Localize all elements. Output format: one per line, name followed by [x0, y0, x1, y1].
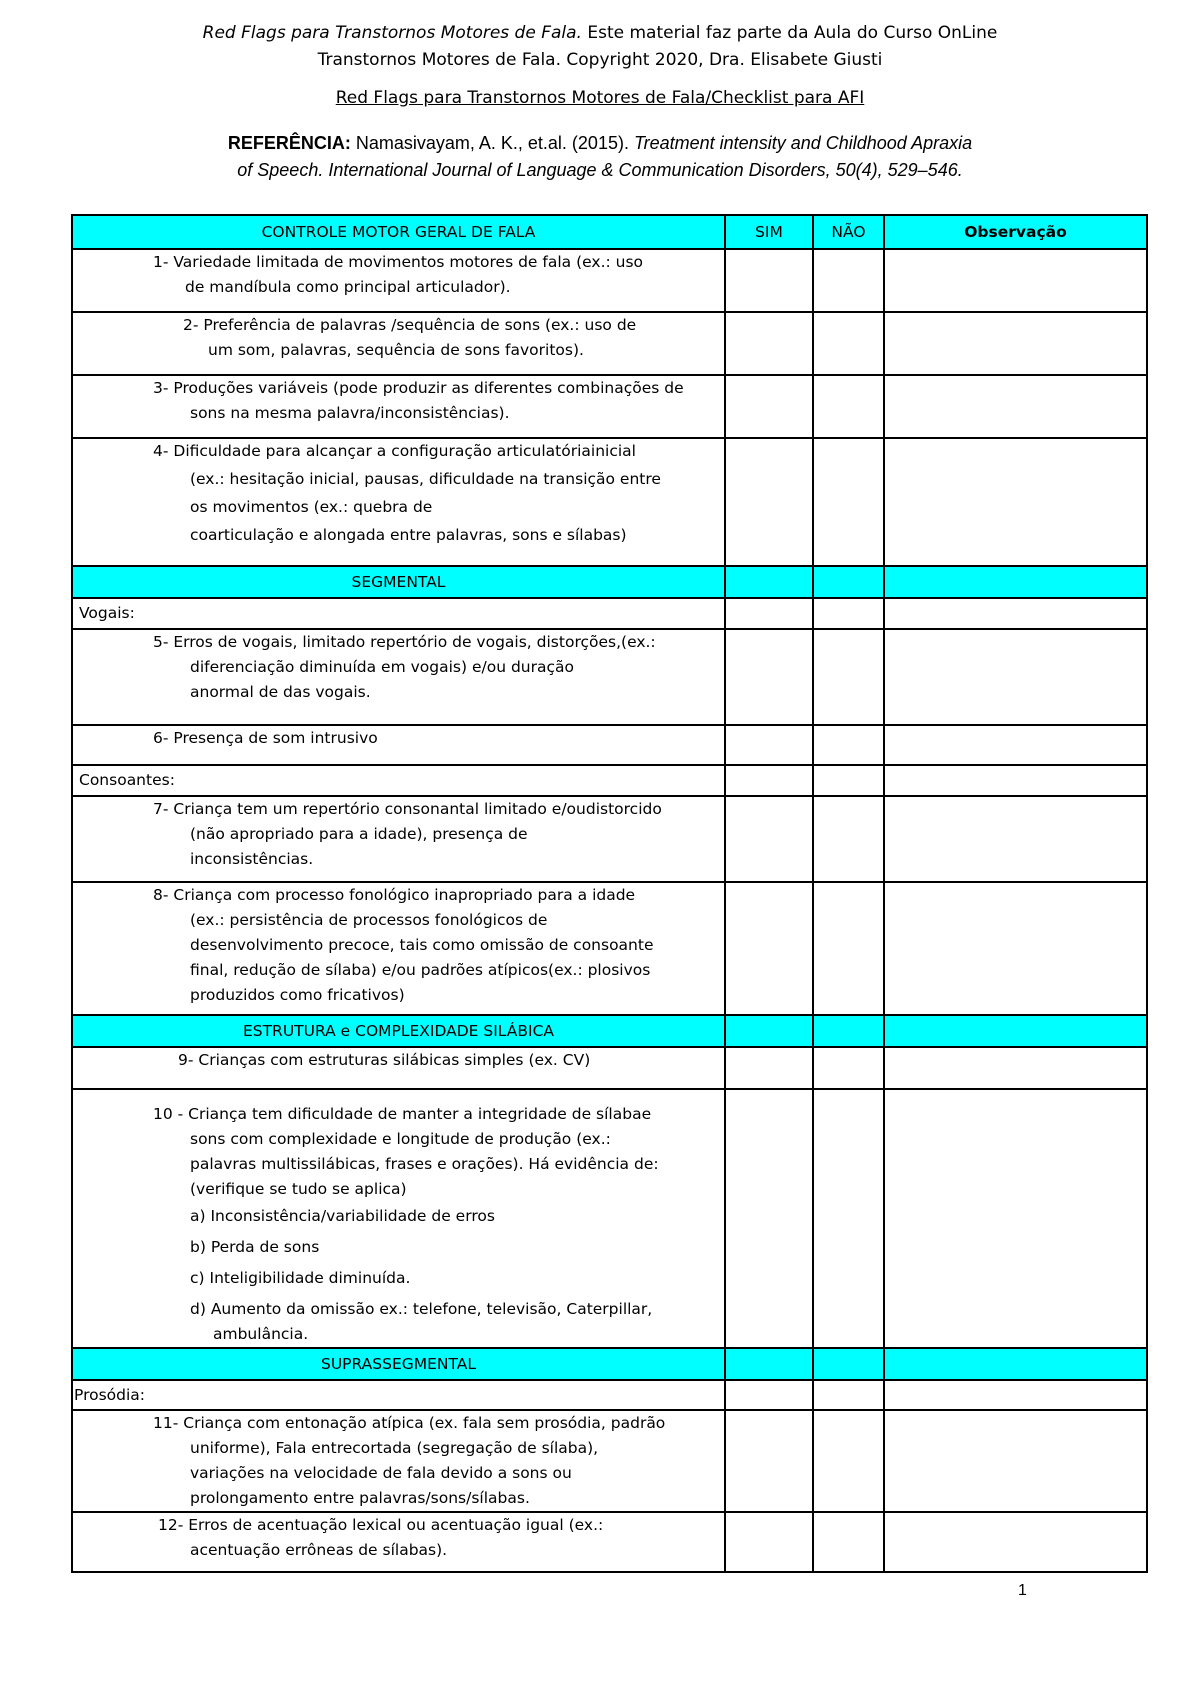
item-4-line-1: 4- Dificuldade para alcançar a configuração articulatóriainicial	[153, 442, 636, 460]
nao-cell-9[interactable]	[813, 1047, 884, 1089]
nao-cell-3[interactable]	[813, 375, 884, 438]
label-vogais: Vogais:	[72, 598, 725, 629]
section-segmental-nao	[813, 566, 884, 598]
item-3-line-2: sons na mesma palavra/inconsistências).	[190, 404, 510, 422]
nao-cell-8[interactable]	[813, 882, 884, 1015]
nao-cell-12[interactable]	[813, 1512, 884, 1572]
item-8-line-5: produzidos como fricativos)	[190, 986, 405, 1004]
item-8-line-2: (ex.: persistência de processos fonológicos de	[190, 911, 548, 929]
item-10-option-a: a) Inconsistência/variabilidade de erros	[190, 1207, 495, 1225]
item-8-text	[72, 882, 725, 1015]
reference-line-2	[0, 157, 1200, 184]
item-1-line-1: 1- Variedade limitada de movimentos motores de fala (ex.: uso	[153, 253, 644, 271]
nao-cell-7[interactable]	[813, 796, 884, 882]
document-title: Red Flags para Transtornos Motores de Fala/Checklist para AFI	[335, 88, 865, 108]
table-header-row	[72, 215, 1147, 249]
observacao-cell-12[interactable]	[884, 1512, 1147, 1572]
col-header-sim: SIM	[725, 215, 813, 249]
nao-cell-6[interactable]	[813, 725, 884, 765]
reference-title-part-1: Treatment intensity and Childhood Apraxia	[633, 133, 973, 153]
item-11-line-1: 11- Criança com entonação atípica (ex. fala sem prosódia, padrão	[153, 1414, 666, 1432]
consoantes-nao	[813, 765, 884, 796]
label-row-vogais	[72, 598, 1147, 629]
item-7-line-2: (não apropriado para a idade), presença de	[190, 825, 528, 843]
table-row-item-9	[72, 1047, 1147, 1089]
table-row-item-1	[72, 249, 1147, 312]
item-11-text	[72, 1410, 725, 1512]
observacao-cell-5[interactable]	[884, 629, 1147, 725]
reference-authors: Namasivayam, A. K., et.al. (2015).	[350, 133, 634, 153]
item-5-line-2: diferenciação diminuída em vogais) e/ou duração	[190, 658, 574, 676]
vogais-obs	[884, 598, 1147, 629]
item-3-text	[72, 375, 725, 438]
item-11-line-3: variações na velocidade de fala devido a sons ou	[190, 1464, 572, 1482]
item-5-line-1: 5- Erros de vogais, limitado repertório de vogais, distorções,(ex.:	[153, 633, 656, 651]
header-line-1	[0, 20, 1200, 47]
observacao-cell-4[interactable]	[884, 438, 1147, 566]
sim-cell-1[interactable]	[725, 249, 813, 312]
table-row-item-5	[72, 629, 1147, 725]
observacao-cell-1[interactable]	[884, 249, 1147, 312]
item-9-text	[72, 1047, 725, 1089]
observacao-cell-7[interactable]	[884, 796, 1147, 882]
observacao-cell-8[interactable]	[884, 882, 1147, 1015]
nao-cell-10[interactable]	[813, 1089, 884, 1348]
sim-cell-11[interactable]	[725, 1410, 813, 1512]
table-row-item-12	[72, 1512, 1147, 1572]
sim-cell-12[interactable]	[725, 1512, 813, 1572]
table-row-item-7	[72, 796, 1147, 882]
nao-cell-2[interactable]	[813, 312, 884, 375]
reference-title-part-2: of Speech. International Journal of Language & Communication Disorders, 50(4), 529–546.	[237, 160, 963, 180]
table-row-item-3	[72, 375, 1147, 438]
item-2-line-2: um som, palavras, sequência de sons favoritos).	[208, 341, 584, 359]
table-row-item-2	[72, 312, 1147, 375]
observacao-cell-3[interactable]	[884, 375, 1147, 438]
item-12-line-1: 12- Erros de acentuação lexical ou acentuação igual (ex.:	[158, 1516, 604, 1534]
item-4-line-3: os movimentos (ex.: quebra de	[190, 498, 433, 516]
sim-cell-5[interactable]	[725, 629, 813, 725]
table-row-item-8	[72, 882, 1147, 1015]
section-estrutura-nao	[813, 1015, 884, 1047]
reference-label: REFERÊNCIA:	[227, 133, 351, 153]
item-9-line-1: 9- Crianças com estruturas silábicas simples (ex. CV)	[178, 1051, 591, 1069]
observacao-cell-11[interactable]	[884, 1410, 1147, 1512]
section-row-estrutura	[72, 1015, 1147, 1047]
document-header	[0, 20, 1200, 74]
section-row-segmental	[72, 566, 1147, 598]
section-supra-nao	[813, 1348, 884, 1380]
table-row-item-11	[72, 1410, 1147, 1512]
item-10-option-d-line-1: d) Aumento da omissão ex.: telefone, televisão, Caterpillar,	[190, 1300, 653, 1318]
item-10-line-4: (verifique se tudo se aplica)	[190, 1180, 407, 1198]
item-12-line-2: acentuação errôneas de sílabas).	[190, 1541, 448, 1559]
nao-cell-5[interactable]	[813, 629, 884, 725]
observacao-cell-10[interactable]	[884, 1089, 1147, 1348]
observacao-cell-9[interactable]	[884, 1047, 1147, 1089]
section-segmental-sim	[725, 566, 813, 598]
nao-cell-1[interactable]	[813, 249, 884, 312]
section-segmental-obs	[884, 566, 1147, 598]
item-10-line-1: 10 - Criança tem dificuldade de manter a integridade de sílabae	[153, 1105, 652, 1123]
observacao-cell-6[interactable]	[884, 725, 1147, 765]
page-number: 1	[1018, 1582, 1027, 1599]
header-line-2: Transtornos Motores de Fala. Copyright 2020, Dra. Elisabete Giusti	[317, 50, 883, 70]
nao-cell-11[interactable]	[813, 1410, 884, 1512]
section-row-supra	[72, 1348, 1147, 1380]
item-3-line-1: 3- Produções variáveis (pode produzir as diferentes combinações de	[153, 379, 684, 397]
consoantes-sim	[725, 765, 813, 796]
table-row-item-6	[72, 725, 1147, 765]
item-8-line-1: 8- Criança com processo fonológico inapropriado para a idade	[153, 886, 636, 904]
vogais-nao	[813, 598, 884, 629]
item-10-text	[72, 1089, 725, 1348]
label-row-prosodia	[72, 1380, 1147, 1410]
item-10-option-c: c) Inteligibilidade diminuída.	[190, 1269, 411, 1287]
nao-cell-4[interactable]	[813, 438, 884, 566]
prosodia-obs	[884, 1380, 1147, 1410]
item-5-text	[72, 629, 725, 725]
item-7-line-1: 7- Criança tem um repertório consonantal limitado e/oudistorcido	[153, 800, 662, 818]
item-12-text	[72, 1512, 725, 1572]
label-consoantes: Consoantes:	[72, 765, 725, 796]
consoantes-obs	[884, 765, 1147, 796]
item-8-line-3: desenvolvimento precoce, tais como omissão de consoante	[190, 936, 654, 954]
item-7-line-3: inconsistências.	[190, 850, 314, 868]
reference-line-1	[0, 130, 1200, 157]
sim-cell-2[interactable]	[725, 312, 813, 375]
header-italic-title: Red Flags para Transtornos Motores de Fala.	[202, 23, 582, 43]
item-11-line-2: uniforme), Fala entrecortada (segregação de sílaba),	[190, 1439, 599, 1457]
label-row-consoantes	[72, 765, 1147, 796]
item-2-line-1: 2- Preferência de palavras /sequência de sons (ex.: uso de	[183, 316, 637, 334]
item-7-text	[72, 796, 725, 882]
reference-block	[0, 130, 1200, 184]
section-estrutura-obs	[884, 1015, 1147, 1047]
item-1-line-2: de mandíbula como principal articulador).	[185, 278, 511, 296]
item-10-option-d-line-2: ambulância.	[213, 1325, 309, 1343]
section-suprassegmental: SUPRASSEGMENTAL	[72, 1348, 725, 1380]
sim-cell-6[interactable]	[725, 725, 813, 765]
section-estrutura-sim	[725, 1015, 813, 1047]
item-10-option-b: b) Perda de sons	[190, 1238, 320, 1256]
item-1-text	[72, 249, 725, 312]
item-10-line-2: sons com complexidade e longitude de produção (ex.:	[190, 1130, 611, 1148]
label-prosodia: Prosódia:	[72, 1380, 725, 1410]
item-2-text	[72, 312, 725, 375]
checklist-table	[71, 214, 1148, 1573]
item-4-line-2: (ex.: hesitação inicial, pausas, dificuldade na transição entre	[190, 470, 661, 488]
sim-cell-7[interactable]	[725, 796, 813, 882]
sim-cell-9[interactable]	[725, 1047, 813, 1089]
col-header-observacao: Observação	[884, 215, 1147, 249]
item-4-text	[72, 438, 725, 566]
sim-cell-3[interactable]	[725, 375, 813, 438]
prosodia-sim	[725, 1380, 813, 1410]
item-5-line-3: anormal de das vogais.	[190, 683, 371, 701]
table-row-item-10	[72, 1089, 1147, 1348]
item-6-text	[72, 725, 725, 765]
observacao-cell-2[interactable]	[884, 312, 1147, 375]
col-header-nao: NÃO	[813, 215, 884, 249]
item-8-line-4: final, redução de sílaba) e/ou padrões atípicos(ex.: plosivos	[190, 961, 651, 979]
section-segmental: SEGMENTAL	[72, 566, 725, 598]
section-estrutura: ESTRUTURA e COMPLEXIDADE SILÁBICA	[72, 1015, 725, 1047]
prosodia-nao	[813, 1380, 884, 1410]
sim-cell-10[interactable]	[725, 1089, 813, 1348]
sim-cell-8[interactable]	[725, 882, 813, 1015]
sim-cell-4[interactable]	[725, 438, 813, 566]
item-6-line-1: 6- Presença de som intrusivo	[153, 729, 378, 747]
item-11-line-4: prolongamento entre palavras/sons/sílabas.	[190, 1489, 530, 1507]
col-header-controle-motor: CONTROLE MOTOR GERAL DE FALA	[72, 215, 725, 249]
item-4-line-4: coarticulação e alongada entre palavras, sons e sílabas)	[190, 526, 627, 544]
header-line-1-text: Este material faz parte da Aula do Curso OnLine	[581, 23, 998, 43]
section-supra-sim	[725, 1348, 813, 1380]
vogais-sim	[725, 598, 813, 629]
item-10-line-3: palavras multissilábicas, frases e orações). Há evidência de:	[190, 1155, 659, 1173]
table-row-item-4	[72, 438, 1147, 566]
section-supra-obs	[884, 1348, 1147, 1380]
